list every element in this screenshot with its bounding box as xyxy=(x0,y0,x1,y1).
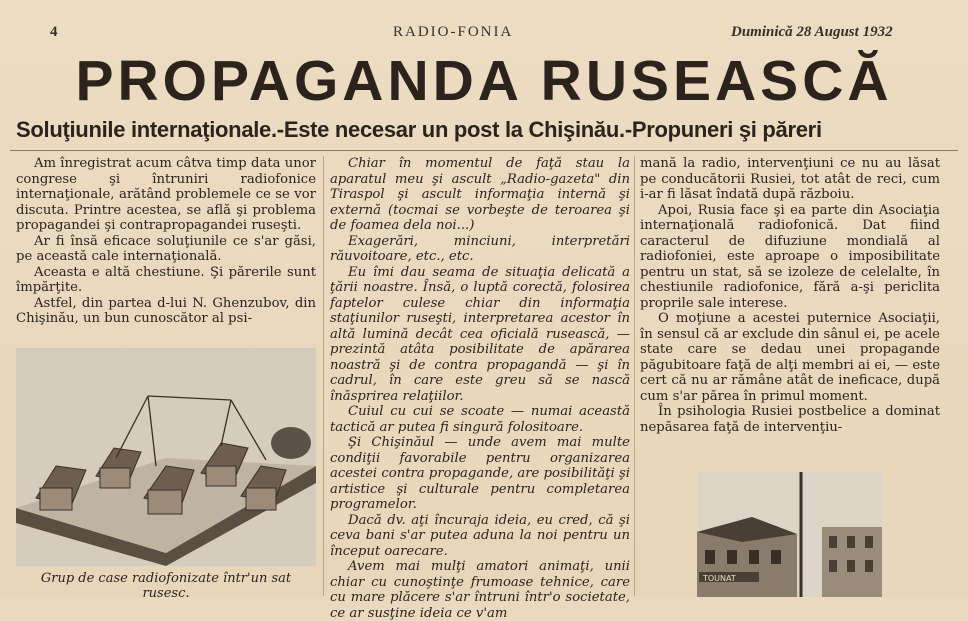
paragraph: În psihologia Rusiei postbelice a dominat nepăsarea faţă de intervenţiu- xyxy=(640,404,940,435)
paragraph: Ar fi însă eficace soluţiunile ce s'ar găsi, pe această cale internaţională. xyxy=(16,233,316,264)
article-column-1 xyxy=(16,156,316,327)
village-photo xyxy=(16,348,316,566)
paragraph: Apoi, Rusia face şi ea parte din Asociaţia internaţională radiofonică. Dat fiind caracterul de difuziune mondială al radiofoniei, este aproape o imposibilitate pentru un stat, să se izoleze de celelalte, în chestiunile radiofonice, fără a-şi periclita proprile sale interese. xyxy=(640,202,940,311)
article-subtitle: Soluţiunile internaţionale.-Este necesar un post la Chişinău.-Propuneri şi păreri xyxy=(16,117,822,142)
header-rule xyxy=(10,150,958,151)
paragraph: O moţiune a acestei puternice Asociaţii, în sensul că ar exclude din sânul ei, pe acele state care se dedau unei propagande păgubitoare faţă de alţi membri ai ei, — este cert că nu ar rămâne atât de ineficace, după cum s'ar părea în primul moment. xyxy=(640,311,940,404)
paragraph: mană la radio, intervenţiuni ce nu au lăsat pe conducătorii Rusiei, tot atât de reci, cum i-ar fi lăsat îndată după războiu. xyxy=(640,156,940,202)
paragraph: Exagerări, minciuni, interpretări răuvoitoare, etc., etc. xyxy=(330,233,630,264)
page-header xyxy=(0,24,968,46)
article-column-2 xyxy=(330,156,630,621)
paragraph: Astfel, din partea d-lui N. Ghenzubov, din Chişinău, un bun cunoscător al psi- xyxy=(16,295,316,326)
paragraph: Chiar în momentul de faţă stau la aparatul meu şi ascult „Radio-gazeta" din Tiraspol şi ascult informaţia internă şi externă (tocmai se vorbeşte de teroarea şi de foamea dela noi...) xyxy=(330,156,630,233)
paragraph: Am înregistrat acum câtva timp data unor congrese şi întruniri radiofonice internaţionale, arătând problemele ce se vor discuta. Printre acestea, se află şi problema propagandei şi contrapropagandei ruseşti. xyxy=(16,156,316,233)
page-number: 4 xyxy=(50,24,58,40)
street-photo xyxy=(697,472,882,597)
paragraph: Şi Chişinăul — unde avem mai multe condiţii favorabile pentru organizarea acestei contra propagande, are posibilităţi şi artistice şi culturale pentru completarea programelor. xyxy=(330,435,630,512)
publication-name: RADIO-FONIA xyxy=(393,24,514,40)
article-title: PROPAGANDA RUSEASCĂ xyxy=(75,49,893,113)
shop-sign: TOUNAT xyxy=(703,574,736,583)
column-divider xyxy=(634,156,635,596)
village-model-illustration xyxy=(16,348,316,566)
column-divider xyxy=(323,156,324,596)
street-scene-illustration xyxy=(697,472,882,597)
paragraph: Cuiul cu cui se scoate — numai această tactică ar putea fi singură folositoare. xyxy=(330,404,630,435)
issue-date: Duminică 28 August 1932 xyxy=(731,24,893,40)
article-column-3 xyxy=(640,156,940,435)
paragraph: Avem mai mulţi amatori animaţi, unii chiar cu cunoştinţe frumoase tehnice, care cu mare plăcere s'ar întruni într'o societate, ce ar susţine ideia ce v'am xyxy=(330,559,630,621)
paragraph: Dacă dv. aţi încuraja ideia, eu cred, că şi ceva bani s'ar putea aduna la noi pentru un început oarecare. xyxy=(330,512,630,559)
photo-caption: Grup de case radiofonizate într'un sat rusesc. xyxy=(40,571,292,601)
paragraph: Aceasta e altă chestiune. Şi părerile sunt împărţite. xyxy=(16,264,316,295)
paragraph: Eu îmi dau seama de situaţia delicată a ţării noastre. Însă, o luptă corectă, folosirea faptelor culese chiar din informaţia staţiunilor ruseşti, interpretarea acestor în altă lumină decât cea oficială rusească, — prezintă atâta posibilitate de apărarea noastră şi de contra propagandă — şi în cadrul, în care este greu să se nască înăsprirea relaţiilor. xyxy=(330,264,630,404)
